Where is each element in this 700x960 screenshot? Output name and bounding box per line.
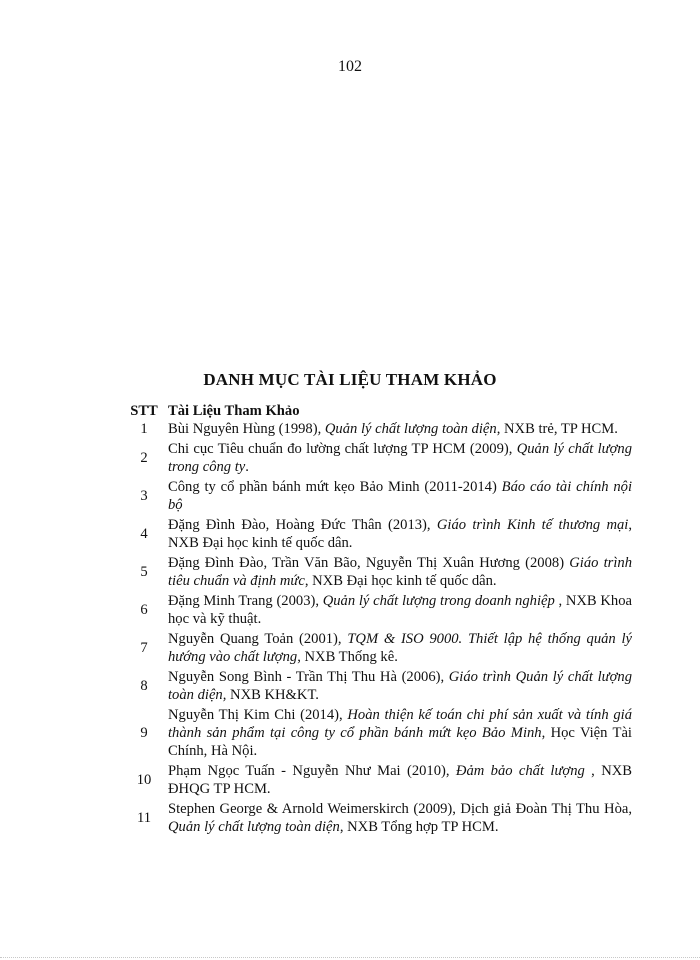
header-stt: STT bbox=[130, 403, 158, 419]
reference-text bbox=[168, 420, 632, 440]
reference-number: 3 bbox=[140, 488, 148, 504]
reference-segment: , NXB Đại học kinh tế quốc dân. bbox=[168, 517, 632, 551]
reference-segment: , NXB trẻ, TP HCM. bbox=[496, 421, 618, 437]
reference-title: Hoàn thiện kế toán chi phí sản xuất và tính giá thành sản phẩm tại công ty cổ phần bánh mứt kẹo Bảo Minh bbox=[168, 707, 632, 741]
reference-segment: Chi cục Tiêu chuẩn đo lường chất lượng TP HCM (2009), bbox=[168, 441, 517, 457]
reference-text bbox=[168, 668, 632, 706]
reference-title: Đảm bảo chất lượng bbox=[455, 763, 585, 779]
page-bottom-divider bbox=[0, 957, 700, 958]
reference-table bbox=[120, 402, 632, 838]
reference-list bbox=[120, 420, 632, 838]
reference-segment: , NXB Đại học kinh tế quốc dân. bbox=[304, 573, 497, 589]
reference-number: 9 bbox=[140, 725, 148, 741]
reference-number: 8 bbox=[140, 678, 148, 694]
reference-segment: Nguyễn Song Bình - Trần Thị Thu Hà (2006), bbox=[168, 669, 449, 685]
reference-segment: Stephen George & Arnold Weimerskirch (2009), Dịch giả Đoàn Thị Thu Hòa, bbox=[168, 801, 632, 817]
reference-title: Quản lý chất lượng toàn diện bbox=[324, 421, 497, 437]
reference-number: 4 bbox=[140, 526, 148, 542]
reference-segment: , NXB Thống kê. bbox=[297, 649, 398, 665]
reference-number: 7 bbox=[140, 640, 148, 656]
reference-segment: Công ty cổ phần bánh mứt kẹo Bảo Minh (2011-2014) bbox=[168, 479, 502, 495]
reference-segment: Đặng Đình Đào, Hoàng Đức Thân (2013), bbox=[168, 517, 437, 533]
reference-segment: , NXB ĐHQG TP HCM. bbox=[168, 763, 633, 797]
reference-title: Báo cáo tài chính nội bộ bbox=[168, 479, 633, 513]
reference-text bbox=[168, 630, 632, 668]
table-row bbox=[120, 630, 632, 668]
reference-text bbox=[168, 516, 632, 554]
table-row bbox=[120, 516, 632, 554]
table-row bbox=[120, 554, 632, 592]
reference-title: Quản lý chất lượng trong doanh nghiệp bbox=[322, 593, 555, 609]
reference-text bbox=[168, 440, 632, 478]
reference-title: Giáo trình tiêu chuẩn và định mức bbox=[168, 555, 633, 589]
reference-title: Giáo trình Quản lý chất lượng toàn diện, bbox=[168, 669, 632, 703]
reference-text bbox=[168, 762, 632, 800]
page-number: 102 bbox=[338, 58, 362, 75]
page-title: DANH MỤC TÀI LIỆU THAM KHẢO bbox=[203, 370, 497, 389]
table-row bbox=[120, 668, 632, 706]
reference-text bbox=[168, 478, 632, 516]
table-row bbox=[120, 592, 632, 630]
table-row bbox=[120, 420, 632, 440]
reference-segment: NXB KH&KT. bbox=[226, 687, 319, 703]
reference-number: 5 bbox=[140, 564, 148, 580]
reference-number: 11 bbox=[136, 810, 152, 826]
reference-number: 1 bbox=[140, 421, 148, 437]
reference-segment: . bbox=[245, 459, 249, 475]
table-row bbox=[120, 440, 632, 478]
table-row bbox=[120, 762, 632, 800]
table-row bbox=[120, 706, 632, 762]
reference-text bbox=[168, 554, 632, 592]
reference-segment: Phạm Ngọc Tuấn - Nguyễn Như Mai (2010), bbox=[168, 763, 456, 779]
reference-segment: Bùi Nguyên Hùng (1998), bbox=[168, 421, 325, 437]
table-row bbox=[120, 478, 632, 516]
table-row bbox=[120, 800, 632, 838]
reference-title: TQM & ISO 9000. Thiết lập hệ thống quản lý hướng vào chất lượng bbox=[168, 631, 632, 665]
reference-title: Quản lý chất lượng toàn diện bbox=[168, 819, 340, 835]
table-header-row bbox=[120, 402, 632, 420]
reference-segment: Đặng Đình Đào, Trần Văn Bão, Nguyễn Thị Xuân Hương (2008) bbox=[168, 555, 570, 571]
reference-segment: , Học Viện Tài Chính, Hà Nội. bbox=[168, 725, 632, 759]
header-reference: Tài Liệu Tham Khảo bbox=[168, 403, 300, 419]
reference-segment: , NXB Khoa học và kỹ thuật. bbox=[168, 593, 632, 627]
reference-title: Quản lý chất lượng trong công ty bbox=[168, 441, 633, 475]
reference-title: Giáo trình Kinh tế thương mại bbox=[436, 517, 629, 533]
reference-text bbox=[168, 592, 632, 630]
reference-segment: , NXB Tổng hợp TP HCM. bbox=[339, 819, 499, 835]
reference-segment: Nguyễn Thị Kim Chi (2014), bbox=[168, 707, 348, 723]
reference-number: 10 bbox=[136, 772, 152, 788]
reference-segment: Nguyễn Quang Toản (2001), bbox=[168, 631, 348, 647]
reference-text bbox=[168, 706, 632, 762]
reference-number: 6 bbox=[140, 602, 148, 618]
reference-text bbox=[168, 800, 632, 838]
reference-number: 2 bbox=[140, 450, 148, 466]
reference-segment: Đặng Minh Trang (2003), bbox=[168, 593, 323, 609]
